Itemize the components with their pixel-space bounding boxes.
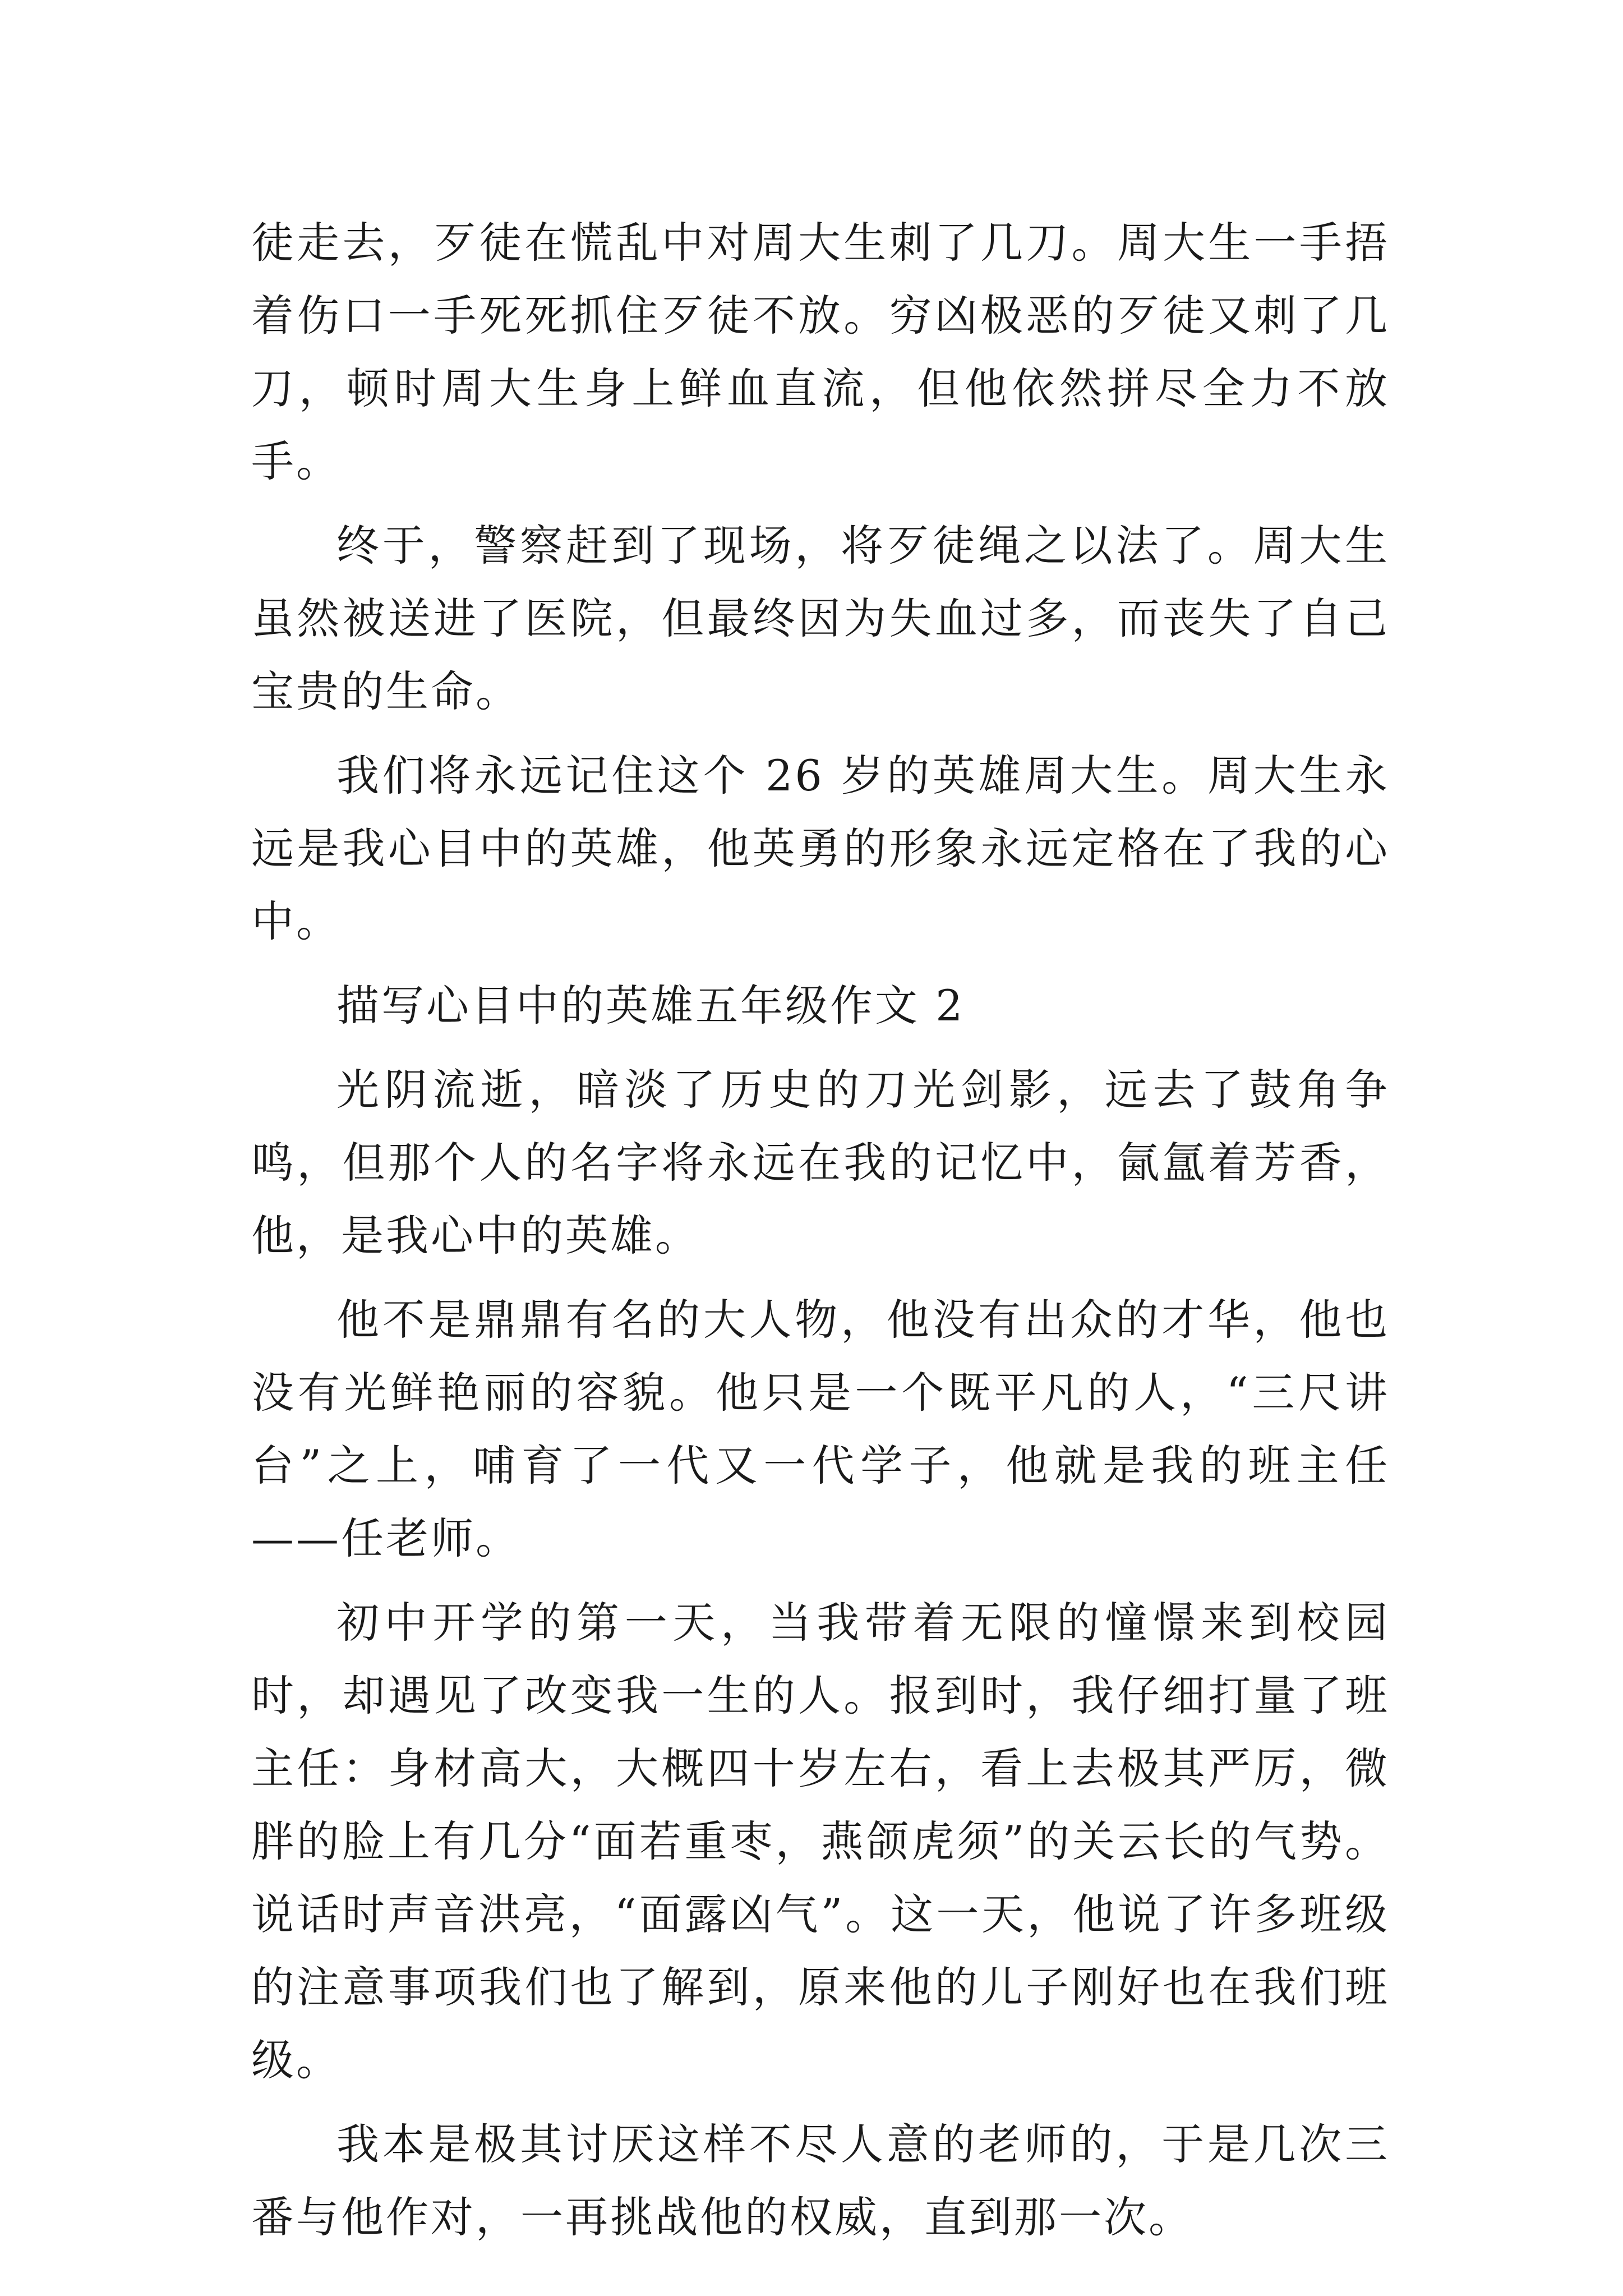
paragraph: 光阴流逝，暗淡了历史的刀光剑影，远去了鼓角争鸣，但那个人的名字将永远在我的记忆中，氤氲着芳香，他，是我心中的英雄。 [251, 1065, 1390, 1260]
paragraph: 初中开学的第一天，当我带着无限的憧憬来到校园时，却遇见了改变我一生的人。报到时，我仔细打量了班主任：身材高大，大概四十岁左右，看上去极其严厉，微胖的脸上有几分“面若重枣，燕颌虎须”的关云长的气势。说话时声音洪亮，“面露凶气”。这一天，他说了许多班级的注意事项我们也了解到，原来他的儿子刚好也在我们班级。 [251, 1598, 1390, 2085]
document-body [251, 206, 1390, 2265]
paragraph: 我本是极其讨厌这样不尽人意的老师的，于是几次三番与他作对，一再挑战他的权威，直到那一次。 [251, 2119, 1390, 2242]
paragraph: 我们将永远记住这个 26 岁的英雄周大生。周大生永远是我心目中的英雄，他英勇的形象永远定格在了我的心中。 [251, 751, 1390, 946]
essay-title: 描写心目中的英雄五年级作文 2 [336, 981, 965, 1030]
paragraph-continuation: 徒走去，歹徒在慌乱中对周大生刺了几刀。周大生一手捂着伤口一手死死抓住歹徒不放。穷凶极恶的歹徒又刺了几刀，顿时周大生身上鲜血直流，但他依然拼尽全力不放手。 [251, 218, 1390, 486]
paragraph: 他不是鼎鼎有名的大人物，他没有出众的才华，他也没有光鲜艳丽的容貌。他只是一个既平凡的人，“三尺讲台”之上，哺育了一代又一代学子，他就是我的班主任——任老师。 [251, 1295, 1390, 1563]
paragraph: 终于，警察赶到了现场，将歹徒绳之以法了。周大生虽然被送进了医院，但最终因为失血过多，而丧失了自己宝贵的生命。 [251, 521, 1390, 716]
